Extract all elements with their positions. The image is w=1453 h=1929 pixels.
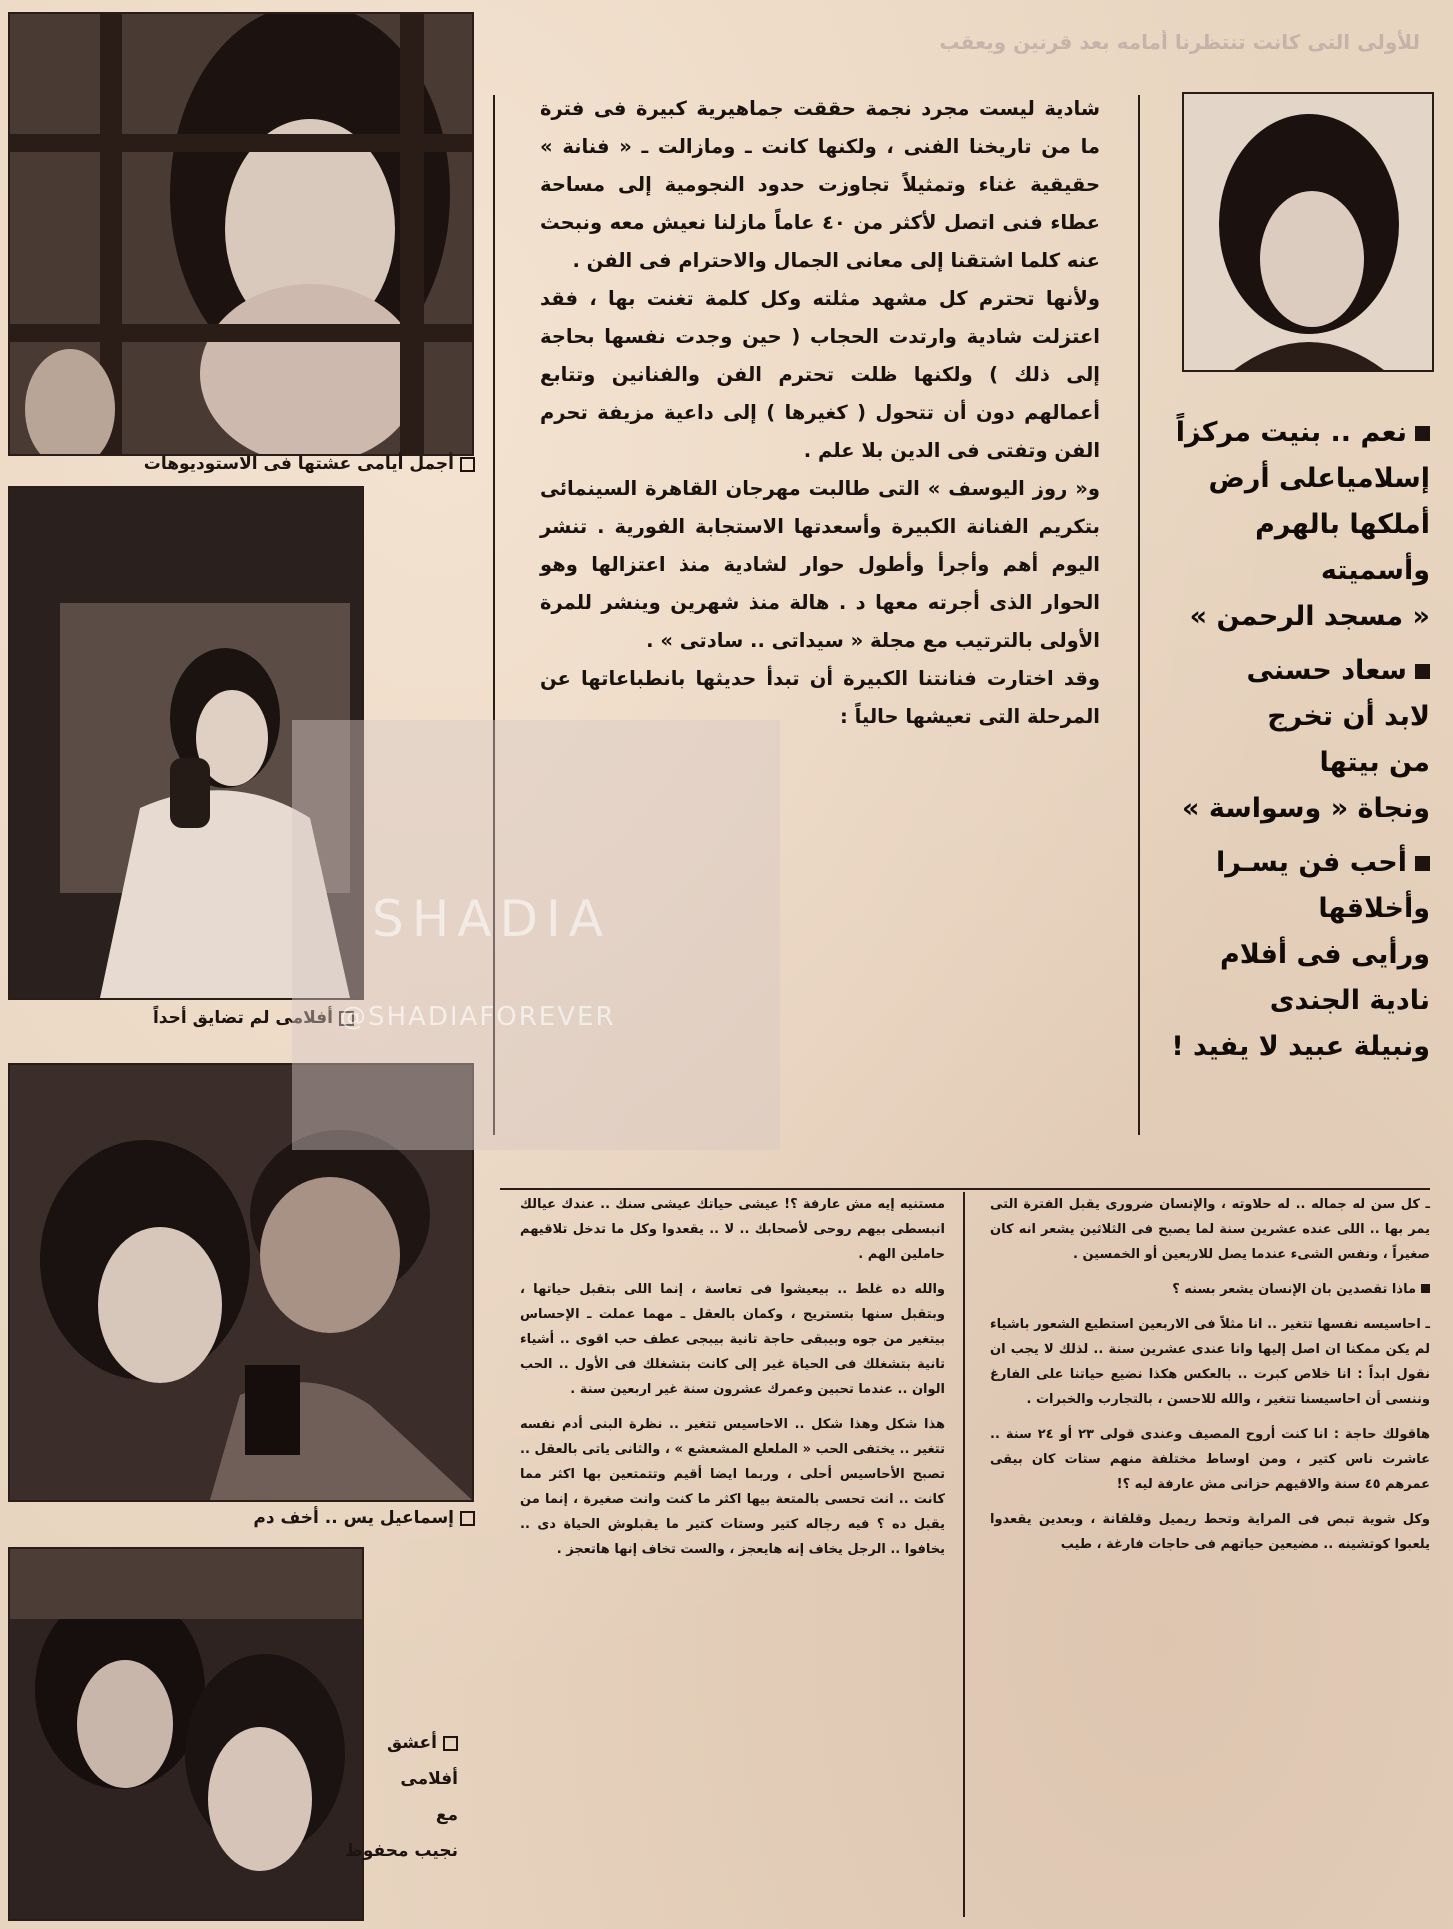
lead-paragraph: وقد اختارت فنانتنا الكبيرة أن تبدأ حديثها بانطباعاتها عن المرحلة التى تعيشها حالياً : xyxy=(540,667,1100,728)
caption-text: أجمل أيامى عشتها فى الاستوديوهات xyxy=(143,454,454,474)
highlight-2: سعاد حسنى لابد أن تخرج من بيتها ونجاة « وسواسة » xyxy=(1182,655,1430,824)
lead-paragraph: و« روز اليوسف » التى طالبت مهرجان القاهرة السينمائى بتكريم الفنانة الكبيرة وأسعدتها الاستجابة الفورية . تنشر اليوم أهم وأجرأ وأطول حوار لشادية منذ اعتزالها وهو الحوار الذى أجرته معها د . هالة منذ شهرين وينشر للمرة الأولى بالترتيب مع مجلة « سيداتى .. سادتى » . xyxy=(540,477,1100,652)
lead-paragraph: شادية ليست مجرد نجمة حققت جماهيرية كبيرة فى فترة ما من تاريخنا الفنى ، ولكنها كانت ـ ومازالت ـ « فنانة » حقيقية غناء وتمثيلاً تجاوزت حدود النجومية إلى مساحة عطاء فنى اتصل لأكثر من ٤٠ عاماً مازلنا نعيش معه ونبحث عنه كلما اشتقنا إلى معانى الجمال والاحترام فى الفن . xyxy=(540,97,1100,272)
interview-paragraph: ـ احاسيسه نفسها تتغير .. انا مثلاً فى الاربعين استطيع الشعور باشياء لم يكن ممكنا ان اصل إليها وانا عندى عشرين سنة .. لذلك لا يجب ان نقول ابداً : انا خلاص كبرت .. بالعكس هكذا نضيع حياتنا على الفارغ وننسى أن احاسيسنا تتغير ، والله للاحسن ، بالتجارب والخبرات . xyxy=(990,1317,1430,1407)
caption-line: أعشق xyxy=(345,1725,458,1761)
bullet-square-icon xyxy=(1415,856,1430,871)
caption-box-icon xyxy=(460,1511,475,1526)
caption-line: مع xyxy=(435,1805,458,1825)
bullet-square-icon xyxy=(1415,664,1430,679)
interview-paragraph: هذا شكل وهذا شكل .. الاحاسيس تتغير .. نظرة البنى أدم نفسه تتغير .. يختفى الحب « الملعلع المشعشع » ، والثانى ياتى بالعقل .. تصبح الأحاسيس أحلى ، وربما ايضا أقيم وتتمتعين بها اكثر مما كانت .. انت تحسى بالمتعة بيها اكثر ما كنت وانت صغيرة ، إنما من يقبل ده ؟ فيه رجاله كتير وستات كتير ما يقبلوش الحياة دى .. يخافوا .. الرجل يخاف إنه هايعجز ، والست تخاف إنها هاتعجز . xyxy=(520,1417,945,1557)
interview-column-left xyxy=(520,1192,945,1917)
lead-paragraph: ولأنها تحترم كل مشهد مثلته وكل كلمة تغنت بها ، فقد اعتزلت شادية وارتدت الحجاب ( حين وجدت نفسها بحاجة إلى ذلك ) ولكنها ظلت تحترم الفن والفنانين وتتابع أعمالهم دون أن تتحول ( كغيرها ) إلى داعية مزيفة تحرم الفن وتفتى فى الدين بلا علم . xyxy=(540,287,1100,462)
caption-line: أفلامى xyxy=(400,1769,458,1789)
caption-line: نجيب محفوظ xyxy=(345,1841,458,1861)
photo-portrait-window-bars xyxy=(8,12,474,456)
highlight-quotes xyxy=(1140,410,1430,1140)
bleed-through-text: للأولى التى كانت تنتظرنا أمامه بعد قرنين ويعقب xyxy=(939,30,1420,54)
interview-paragraph: وكل شوية تبص فى المراية وتحط ريميل وقلقانة ، وبعدين يقعدوا يلعبوا كوتشينه .. مضيعين حياتهم فى حاجات فارغة ، طيب xyxy=(990,1512,1430,1552)
highlight-3: أحب فن يسـرا وأخلاقها ورأيى فى أفلام نادية الجندى ونبيلة عبيد لا يفيد ! xyxy=(1171,847,1430,1062)
question-square-icon xyxy=(1421,1284,1430,1293)
caption-text: أفلامى لم تضايق أحداً xyxy=(152,1008,333,1028)
caption-text: إسماعيل يس .. أخف دم xyxy=(253,1508,454,1528)
interview-question: ماذا تقصدين بان الإنسان يشعر بسنه ؟ xyxy=(990,1277,1430,1302)
photo-two-women xyxy=(8,1547,364,1921)
interview-column-right xyxy=(990,1192,1430,1917)
highlight-1: نعم .. بنيت مركزاً إسلامياعلى أرض أملكها بالهرم وأسميته « مسجد الرحمن » xyxy=(1175,417,1430,632)
caption-photo-1 xyxy=(144,454,475,474)
interview-paragraph: والله ده غلط .. بيعيشوا فى تعاسة ، إنما اللى بتقبل حياتها ، وبتقبل سنها بتستريح ، وكمان بالعقل ـ مهما عملت ـ الإحساس بيتغير من جوه وبيبقى حاجة تانية بيبجى عطف حب اقوى .. أشياء تانية بتشغلك فى الحياة غير إلى كانت بتشغلك فى الأول .. الحب الوان .. عندما تحبين وعمرك عشرون سنة غير اربعين سنة . xyxy=(520,1282,945,1397)
caption-box-icon xyxy=(443,1736,458,1751)
interview-paragraph: هاقولك حاجة : انا كنت أروح المصيف وعندى قولى ٢٣ أو ٢٤ سنة .. عاشرت ناس كتير ، ومن اوساط مختلفة منهم ستات كان بيقى عمرهم ٤٥ سنة والاقيهم حزانى مش عارفة ليه ؟! xyxy=(990,1427,1430,1492)
column-divider xyxy=(963,1192,965,1917)
interview-paragraph: مستنيه إيه مش عارفة ؟! عيشى حياتك عيشى سنك .. عندك عيالك انبسطى بيهم روحى لأصحابك .. لا .. يقعدوا وكل ما تدخل تلاقيهم حاملين الهم . xyxy=(520,1197,945,1262)
watermark-logo: SHADIA xyxy=(372,890,611,948)
caption-photo-3 xyxy=(253,1508,475,1528)
section-divider xyxy=(500,1188,1430,1190)
watermark-handle: @SHADIAFOREVER xyxy=(340,1002,616,1032)
interview-paragraph: ـ كل سن له جماله .. له حلاوته ، والإنسان ضرورى يقبل الفترة التى يمر بها .. اللى عنده عشرين سنة لما يصبح فى الثلاثين يشعر انه كان صغيراً ، ونفس الشىء عندما يصل للاربعين أو الخمسين . xyxy=(990,1197,1430,1262)
caption-photo-4 xyxy=(345,1725,458,1869)
photo-portrait-right xyxy=(1182,92,1434,372)
bullet-square-icon xyxy=(1415,426,1430,441)
caption-box-icon xyxy=(460,457,475,472)
